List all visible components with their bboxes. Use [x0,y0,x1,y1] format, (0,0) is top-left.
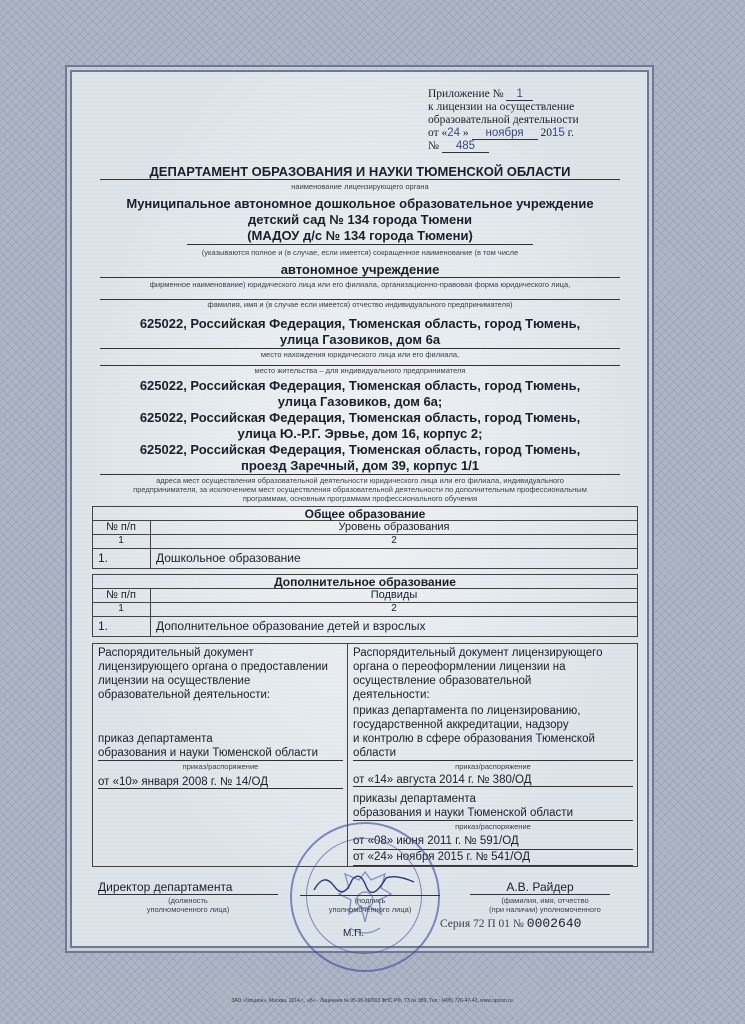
general-ed-row-value: Дошкольное образование [156,551,301,565]
address-caption1: место нахождения юридического лица или его филиала, [260,350,460,359]
authority-name: ДЕПАРТАМЕНТ ОБРАЗОВАНИЯ И НАУКИ ТЮМЕНСКОЙ ОБЛАСТИ [100,164,620,180]
right-doc-ref3: от «24» ноября 2015 г. № 541/ОД [353,850,633,866]
org-form-caption: фирменное наименование) юридического лица или его филиала, организационно-правовая форма юридического лица, [149,280,571,289]
position-caption [98,896,278,914]
org-form: автономное учреждение [100,262,620,278]
date-year: 15 [551,127,565,139]
right-doc-ref2: от «08» июня 2011 г. № 591/ОД [353,834,633,850]
left-doc-body-line: приказ департамента [98,733,213,745]
fio-caption: фамилия, имя и (в случае если имеется) отчество индивидуального предпринимателя) [207,300,513,309]
right-doc-title-line: осуществление образовательной [353,675,532,687]
name-caption-line: (при наличии) уполномоченного [489,905,601,914]
table-border [92,616,638,617]
left-doc-title-line: Распорядительный документ [98,647,254,659]
series-label: Серия 72 П 01 № [440,918,524,930]
appendix-line2: к лицензии на осуществление [428,101,575,113]
right-doc-ref [353,774,633,787]
activity-address-line: улица Газовиков, дом 6а; [277,394,443,409]
left-doc-title-line: образовательной деятельности: [98,689,271,701]
activity-caption-line: программам, основным программам профессионального обучения [242,494,478,503]
mp-label: М.П. [343,928,365,939]
general-ed-row-no: 1. [98,551,109,565]
additional-ed-idx2: 2 [391,603,397,614]
appendix-date [428,127,628,140]
appendix-license-no [428,140,628,153]
right-doc-title-line: Распорядительный документ лицензирующего [353,647,603,659]
right-doc-body [353,704,633,761]
serial-number: 0002640 [526,916,582,931]
license-number: 485 [442,140,489,153]
form-series [440,916,581,931]
table-border [92,636,638,637]
address-line1: 625022, Российская Федерация, Тюменская область, город Тюмень, [139,316,581,331]
activity-address-line: 625022, Российская Федерация, Тюменская область, город Тюмень, [139,378,581,393]
sign-caption [300,896,440,914]
additional-ed-title: Дополнительное образование [274,575,456,589]
appendix-label: Приложение № [428,88,504,100]
year-prefix: 20 [540,127,552,139]
date-month: ноября [472,127,538,140]
org-name-line1: Муниципальное автономное дошкольное образовательное учреждение [126,196,594,211]
name-caption [470,896,620,914]
left-doc-body [98,732,343,761]
right-doc-ref-text: от «14» августа 2014 г. № 380/ОД [353,774,532,786]
org-name [90,196,630,245]
additional-ed-col-no: № п/п [106,589,136,601]
right-doc-caption2: приказ/распоряжение [455,822,531,831]
org-name-line2: детский сад № 134 города Тюмени [247,212,473,227]
right-doc-title-line: органа о переоформлении лицензии на [353,661,566,673]
activity-address-line: улица Ю.-Р.Г. Эрвье, дом 16, корпус 2; [237,426,483,441]
additional-ed-col-subtype: Подвиды [370,589,418,601]
table-border [92,643,93,866]
right-doc-body-line: приказ департамента по лицензированию, [353,705,581,717]
table-border [92,568,638,569]
signatory-name: А.В. Райдер [470,880,610,895]
right-doc-caption: приказ/распоряжение [455,762,531,771]
license-no-label: № [428,140,439,152]
activity-caption-line: адреса мест осуществления образовательной деятельности юридического лица или его филиала, индивидуального [156,476,564,485]
activity-address-line: 625022, Российская Федерация, Тюменская область, город Тюмень, [139,442,581,457]
left-doc-title-line: лицензии на осуществление [98,675,251,687]
general-ed-col-level: Уровень образования [338,521,450,533]
handwritten-signature [310,870,420,898]
general-ed-idx2: 2 [391,535,397,546]
table-border [92,643,638,644]
printer-imprint: ЗАО «Опцион», Москва, 2014 г., «Б» · Лицензия № 05-05-09/003 ФНС РФ, ТЗ № 389, Тел.: (495) 726-47-42, www.opcion.ru [231,998,513,1004]
date-day: 24 [447,127,461,139]
position-caption-line: уполномоченного лица) [146,905,230,914]
right-doc-title [353,646,633,702]
org-address [100,316,620,349]
address-line2: улица Газовиков, дом 6а [100,332,620,349]
date-prefix: от « [428,127,448,139]
signatory-position: Директор департамента [98,880,278,895]
table-border [92,548,638,549]
activity-caption [90,476,630,503]
org-name-caption: (указываются полное и (в случае, если имеется) сокращенное наименование (в том числе [201,248,519,257]
left-doc-body-line: образования и науки Тюменской области [98,746,343,761]
position-caption-line: (должность [168,896,208,905]
right-doc-body-line: и контролю в сфере образования Тюменской [353,733,595,745]
sign-caption-line: уполномоченного лица) [328,905,412,914]
activity-address-line: проезд Заречный, дом 39, корпус 1/1 [100,458,620,475]
right-doc-body2-line: образования и науки Тюменской области [353,806,633,821]
right-doc-body-line: государственной аккредитации, надзору [353,719,569,731]
date-mid: » [462,127,469,139]
name-caption-line: (фамилия, имя, отчество [501,896,589,905]
activity-caption-line: предпринимателя, за исключением мест осуществления образовательной деятельности по дополнительным профессиональным [133,485,587,494]
year-suffix: г. [567,127,574,139]
authority-caption: наименование лицензирующего органа [291,182,429,191]
general-ed-idx1: 1 [118,535,124,546]
org-name-line3: (МАДОУ д/с № 134 города Тюмени) [187,228,533,245]
appendix-number: 1 [506,88,532,101]
activity-addresses [100,378,620,475]
address-caption2: место жительства – для индивидуального предпринимателя [254,366,466,375]
activity-address-line: 625022, Российская Федерация, Тюменская область, город Тюмень, [139,410,581,425]
right-doc-body2-line: приказы департамента [353,793,476,805]
additional-ed-row-value: Дополнительное образование детей и взрослых [156,619,426,633]
left-doc-title-line: лицензирующего органа о предоставлении [98,661,328,673]
left-doc-caption: приказ/распоряжение [182,762,259,771]
appendix-line3: образовательной деятельности [428,114,579,126]
appendix-block [428,88,628,153]
sign-caption-line: (подпись [354,896,386,905]
additional-ed-idx1: 1 [118,603,124,614]
appendix-line1 [428,88,628,101]
table-border [637,643,638,866]
left-doc-title [98,646,343,702]
left-doc-ref [98,776,343,789]
general-ed-title: Общее образование [304,507,426,521]
right-doc-body-line: области [353,746,633,761]
right-doc-title-line: деятельности: [353,689,430,701]
additional-ed-row-no: 1. [98,619,109,633]
left-doc-ref-text: от «10» января 2008 г. № 14/ОД [98,776,268,788]
general-ed-col-no: № п/п [106,521,136,533]
right-doc-body2 [353,792,633,821]
